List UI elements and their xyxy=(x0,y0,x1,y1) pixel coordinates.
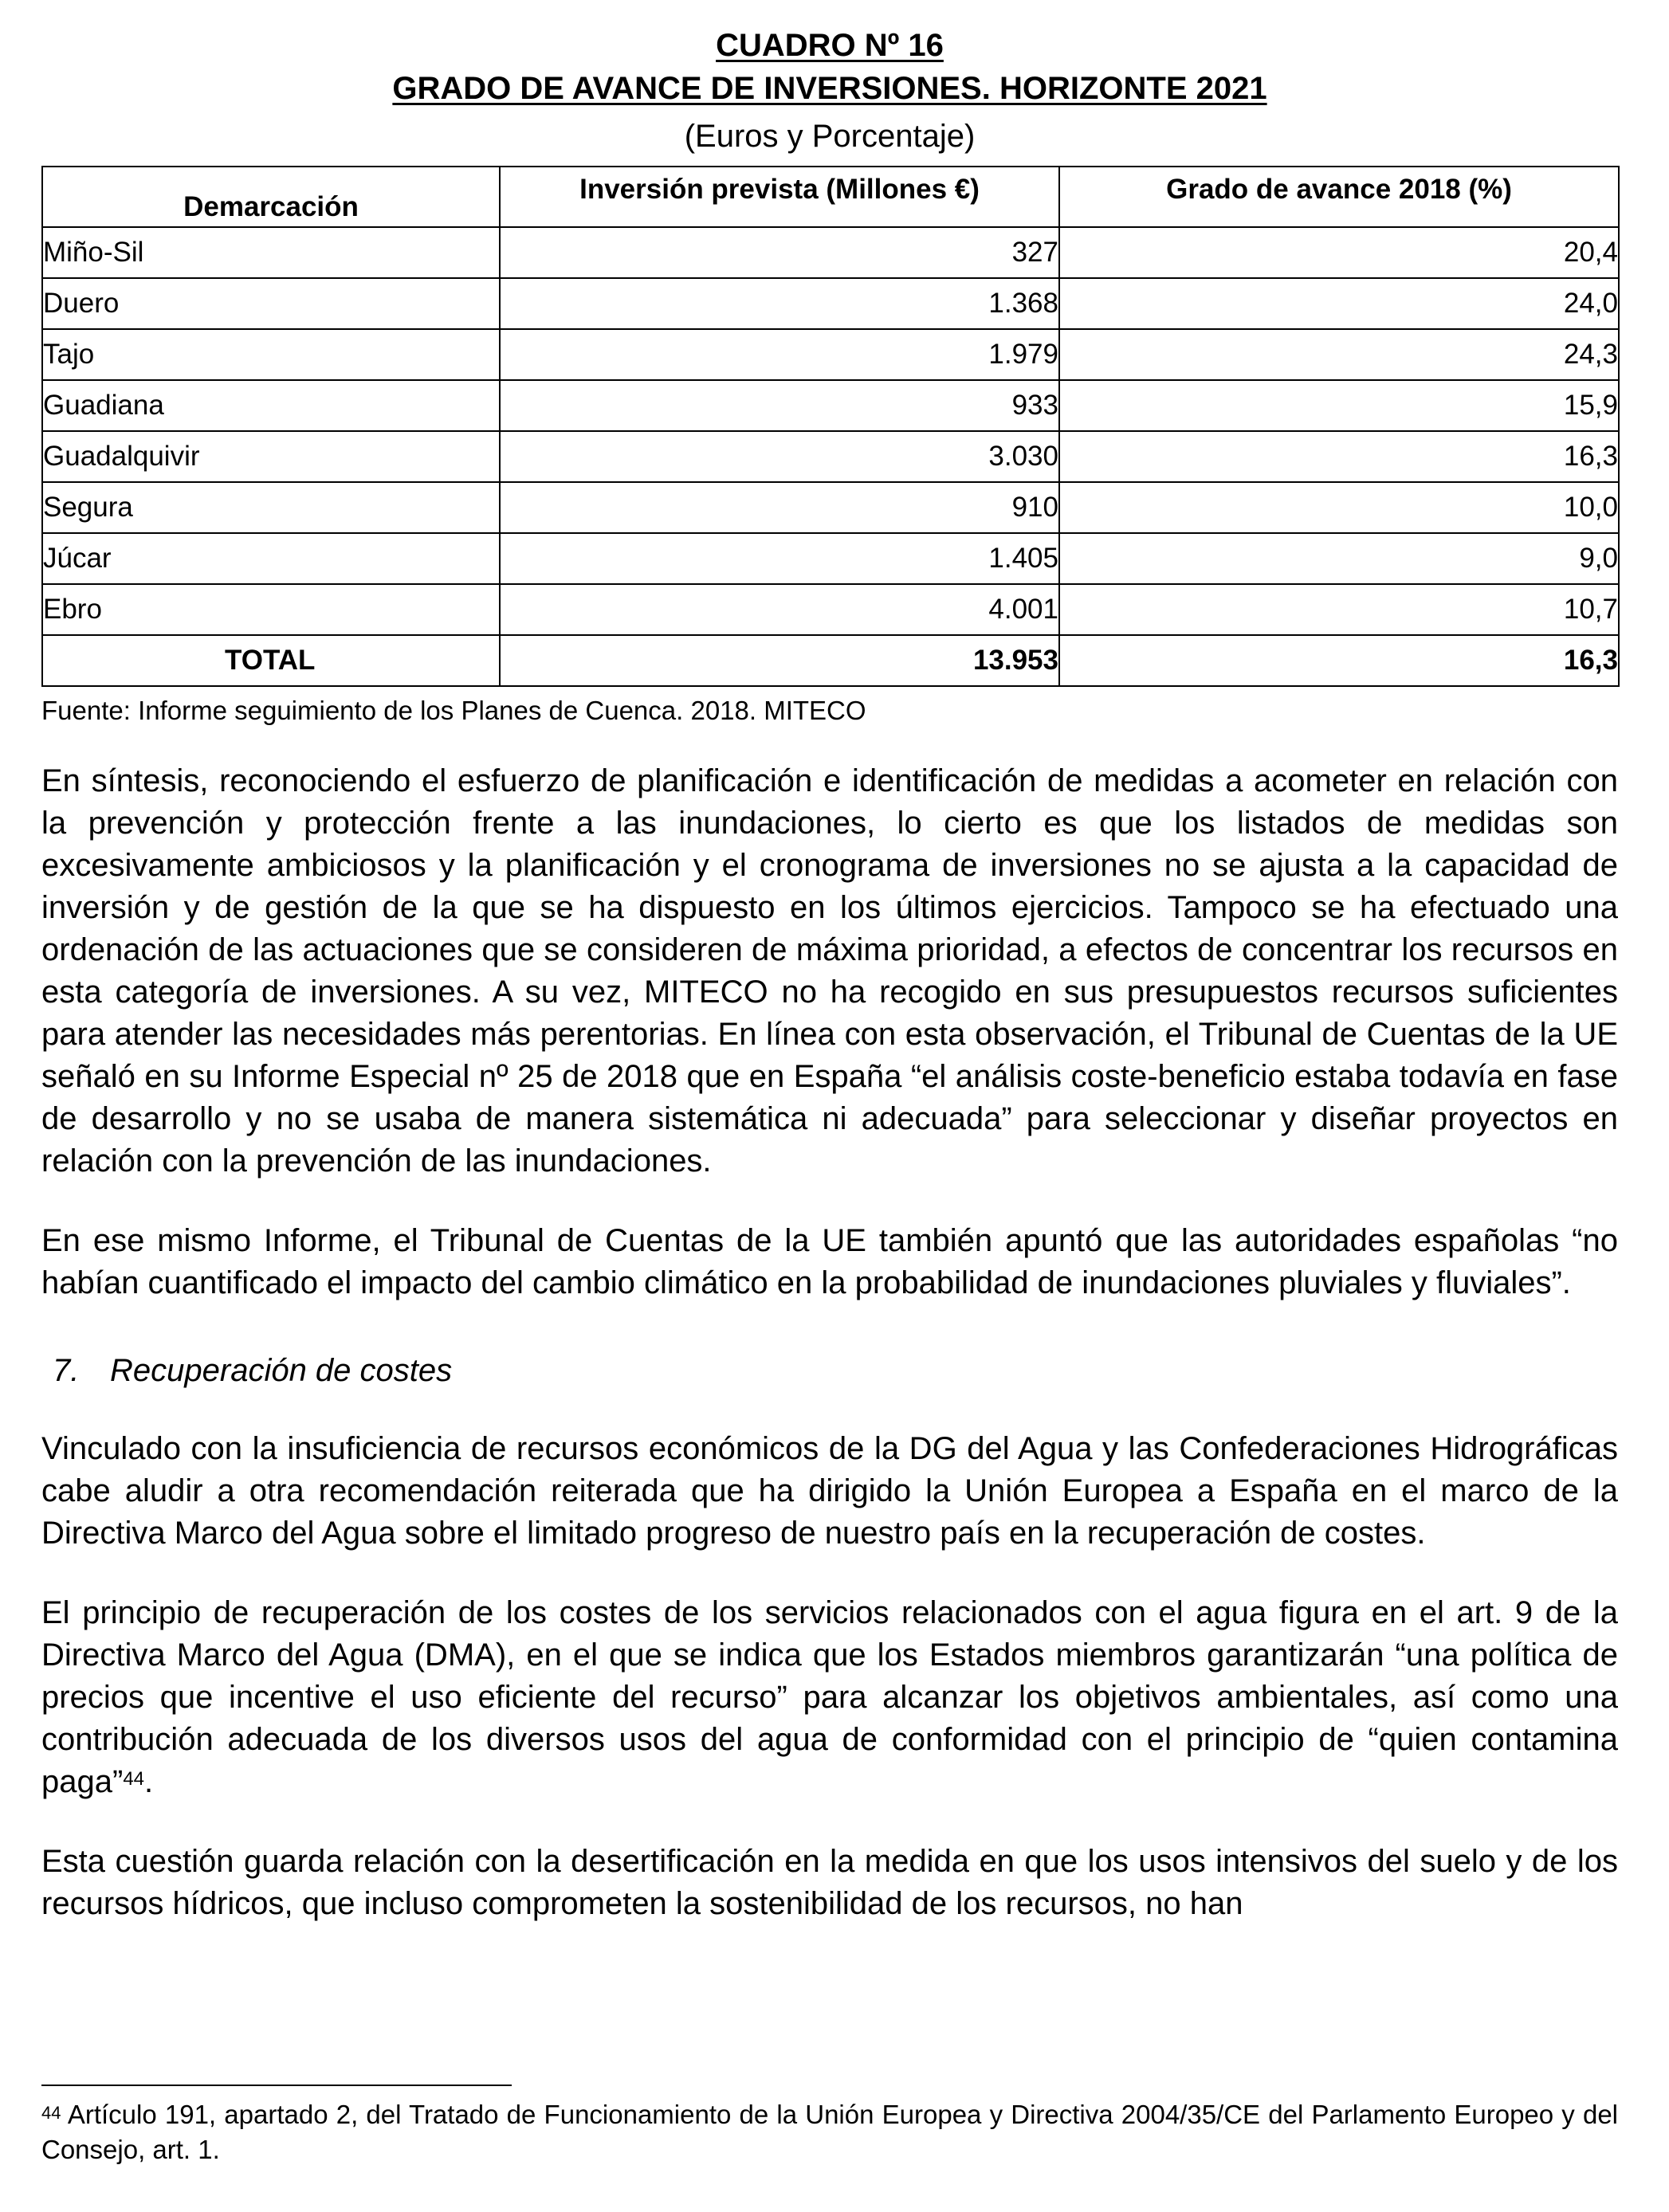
row-name: Duero xyxy=(42,278,500,329)
paragraph-dma-principle: El principio de recuperación de los costes de los servicios relacionados con el agua figura en el art. 9 de la Directiva Marco del Agua (DMA), en el que se indica que los Estados miembros garantizarán “una política de precios que incentive el uso eficiente del recurso” para alcanzar los objetivos ambientales, así como una contribución adecuada de los diversos usos del agua de conformidad con el principio de “quien contamina paga”$^{44}$. xyxy=(41,1595,1618,1799)
row-avance: 10,7 xyxy=(1059,584,1619,635)
row-inversion: 1.368 xyxy=(500,278,1059,329)
table-header-row xyxy=(42,167,1619,227)
total-label: TOTAL xyxy=(42,635,500,686)
table-row xyxy=(42,584,1619,635)
table-row xyxy=(42,431,1619,482)
row-avance: 20,4 xyxy=(1059,227,1619,278)
paragraph-eu-court: En ese mismo Informe, el Tribunal de Cuentas de la UE también apuntó que las autoridades españolas “no habían cuantificado el impacto del cambio climático en la probabilidad de inundaciones pluviales y fluviales”. xyxy=(41,1223,1618,1300)
row-name: Tajo xyxy=(42,329,500,380)
document-page xyxy=(41,24,1618,1925)
table-source: Fuente: Informe seguimiento de los Planes de Cuenca. 2018. MITECO xyxy=(41,696,866,725)
section-title: Recuperación de costes xyxy=(110,1353,453,1388)
row-inversion: 327 xyxy=(500,227,1059,278)
row-name: Miño-Sil xyxy=(42,227,500,278)
table-row xyxy=(42,533,1619,584)
row-avance: 24,3 xyxy=(1059,329,1619,380)
column-header-demarcacion: Demarcación xyxy=(42,167,500,227)
row-inversion: 4.001 xyxy=(500,584,1059,635)
row-inversion: 933 xyxy=(500,380,1059,431)
row-avance: 16,3 xyxy=(1059,431,1619,482)
row-inversion: 1.979 xyxy=(500,329,1059,380)
table-row xyxy=(42,329,1619,380)
row-avance: 24,0 xyxy=(1059,278,1619,329)
row-name: Guadalquivir xyxy=(42,431,500,482)
paragraph-dma-text: El principio de recuperación de los costes de los servicios relacionados con el agua figura en el art. 9 de la Directiva Marco del Agua (DMA), en el que se indica que los Estados miembros garantizarán “una política de precios que incentive el uso eficiente del recurso” para alcanzar los objetivos ambientales, así como una contribución adecuada de los diversos usos del agua de conformidad con el principio de “quien contamina paga” xyxy=(41,1595,1618,1799)
column-header-avance: Grado de avance 2018 (%) xyxy=(1059,167,1619,227)
footnote xyxy=(41,2097,1618,2167)
section-number: 7. xyxy=(53,1353,80,1388)
footnote-divider xyxy=(41,2085,512,2086)
row-name: Ebro xyxy=(42,584,500,635)
column-header-inversion: Inversión prevista (Millones €) xyxy=(500,167,1059,227)
table-row xyxy=(42,278,1619,329)
table-subtitle: (Euros y Porcentaje) xyxy=(684,119,976,154)
total-inversion: 13.953 xyxy=(500,635,1059,686)
table-row xyxy=(42,227,1619,278)
paragraph-synthesis: En síntesis, reconociendo el esfuerzo de planificación e identificación de medidas a acometer en relación con la prevención y protección frente a las inundaciones, lo cierto es que los listados de medidas son excesivamente ambiciosos y la planificación y el cronograma de inversiones no se ajusta a la capacidad de inversión y de gestión de la que se ha dispuesto en los últimos ejercicios. Tampoco se ha efectuado una ordenación de las actuaciones que se consideren de máxima prioridad, a efectos de concentrar los recursos en esta categoría de inversiones. A su vez, MITECO no ha recogido en sus presupuestos recursos suficientes para atender las necesidades más perentorias. En línea con esta observación, el Tribunal de Cuentas de la UE señaló en su Informe Especial nº 25 de 2018 que en España “el análisis coste-beneficio estaba todavía en fase de desarrollo y no se usaba de manera sistemática ni adecuada” para seleccionar y diseñar proyectos en relación con la prevención de las inundaciones. xyxy=(41,763,1618,1179)
table-row xyxy=(42,482,1619,533)
paragraph-cost-recovery-intro: Vinculado con la insuficiencia de recursos económicos de la DG del Agua y las Confederaciones Hidrográficas cabe aludir a otra recomendación reiterada que ha dirigido la Unión Europea a España en el marco de la Directiva Marco del Agua sobre el limitado progreso de nuestro país en la recuperación de costes. xyxy=(41,1431,1618,1551)
investment-table xyxy=(41,166,1620,687)
table-total-row xyxy=(42,635,1619,686)
footnote-text: Artículo 191, apartado 2, del Tratado de Funcionamiento de la Unión Europea y Directiva 2004/35/CE del Parlamento Europeo y del Consejo, art. 1. xyxy=(41,2100,1618,2164)
row-avance: 9,0 xyxy=(1059,533,1619,584)
row-inversion: 3.030 xyxy=(500,431,1059,482)
row-inversion: 1.405 xyxy=(500,533,1059,584)
total-avance: 16,3 xyxy=(1059,635,1619,686)
footnote-reference[interactable]: 44 xyxy=(123,1768,145,1790)
section-heading xyxy=(41,1350,1618,1392)
row-name: Guadiana xyxy=(42,380,500,431)
table-title: GRADO DE AVANCE DE INVERSIONES. HORIZONTE 2021 xyxy=(392,71,1267,106)
row-avance: 10,0 xyxy=(1059,482,1619,533)
table-row xyxy=(42,380,1619,431)
table-title-number: CUADRO Nº 16 xyxy=(716,28,944,63)
footnote-number: 44 xyxy=(41,2103,61,2123)
row-name: Júcar xyxy=(42,533,500,584)
row-avance: 15,9 xyxy=(1059,380,1619,431)
row-name: Segura xyxy=(42,482,500,533)
paragraph-desertification: Esta cuestión guarda relación con la desertificación en la medida en que los usos intensivos del suelo y de los recursos hídricos, que incluso comprometen la sostenibilidad de los recursos, no han xyxy=(41,1844,1618,1921)
row-inversion: 910 xyxy=(500,482,1059,533)
